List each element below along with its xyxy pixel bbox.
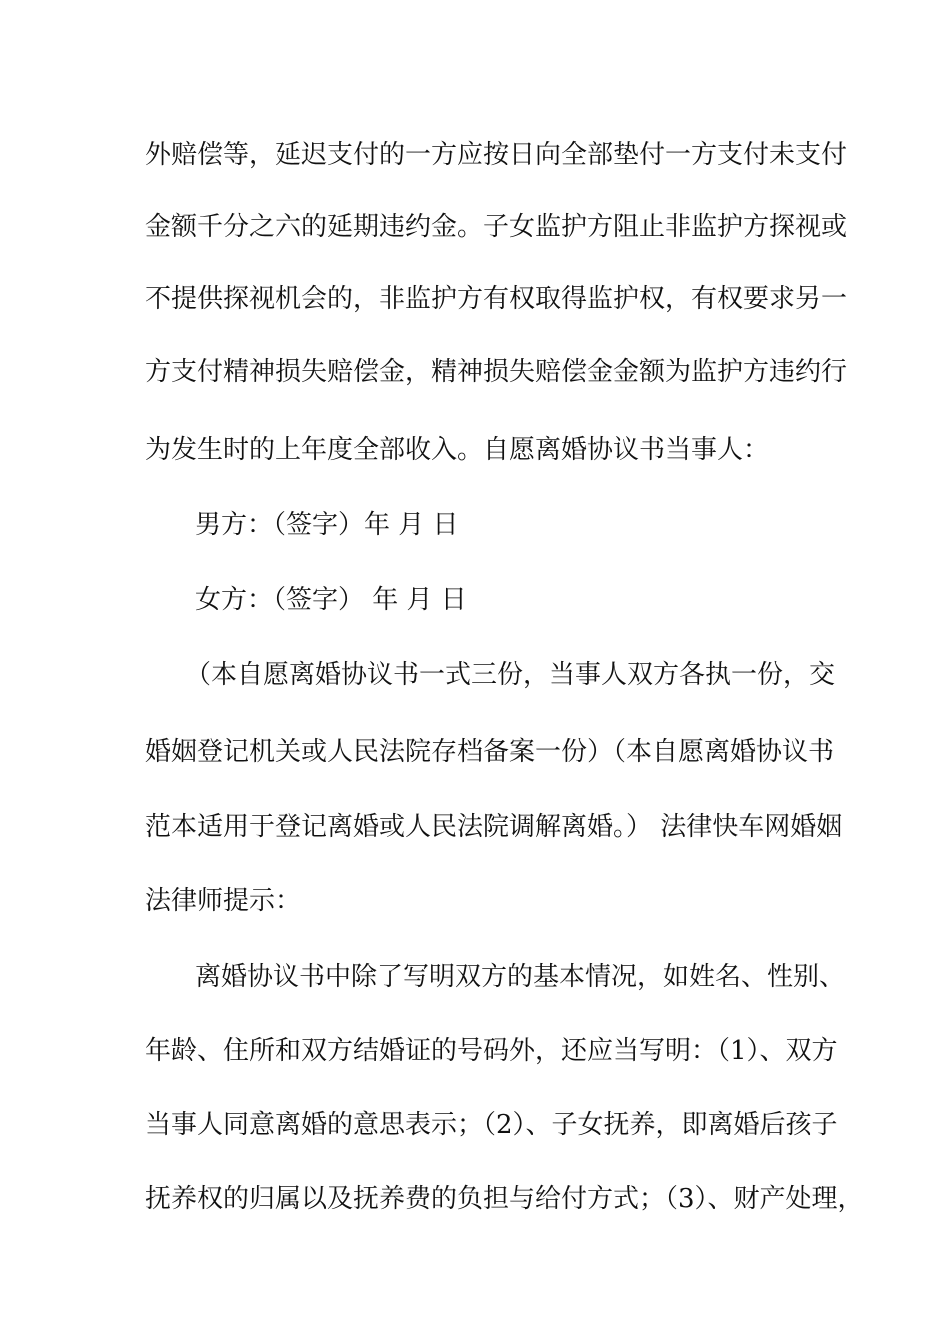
text-line: 法律师提示： [145, 886, 302, 916]
text-line: 外赔偿等，延迟支付的一方应按日向全部垫付一方支付未支付 [145, 140, 848, 170]
text-line: 年龄、住所和双方结婚证的号码外，还应当写明：（1）、双方 [145, 1036, 838, 1066]
text-line: 为发生时的上年度全部收入。自愿离婚协议书当事人： [145, 435, 770, 465]
text-line: 金额千分之六的延期违约金。子女监护方阻止非监护方探视或 [145, 212, 848, 242]
text-line: 不提供探视机会的，非监护方有权取得监护权，有权要求另一 [145, 284, 848, 314]
text-line: 当事人同意离婚的意思表示；（2）、子女抚养，即离婚后孩子 [145, 1110, 838, 1140]
text-line: 范本适用于登记离婚或人民法院调解离婚。） 法律快车网婚姻 [145, 812, 843, 842]
text-line: 婚姻登记机关或人民法院存档备案一份）（本自愿离婚协议书 [145, 737, 835, 767]
text-line: 抚养权的归属以及抚养费的负担与给付方式；（3）、财产处理， [145, 1184, 864, 1214]
text-line: （本自愿离婚协议书一式三份，当事人双方各执一份，交 [185, 660, 836, 690]
signature-line-male: 男方：（签字）年 月 日 [195, 510, 459, 540]
text-line: 方支付精神损失赔偿金，精神损失赔偿金金额为监护方违约行 [145, 357, 848, 387]
signature-line-female: 女方：（签字） 年 月 日 [195, 585, 467, 615]
text-line: 离婚协议书中除了写明双方的基本情况，如姓名、性别、 [195, 962, 846, 992]
